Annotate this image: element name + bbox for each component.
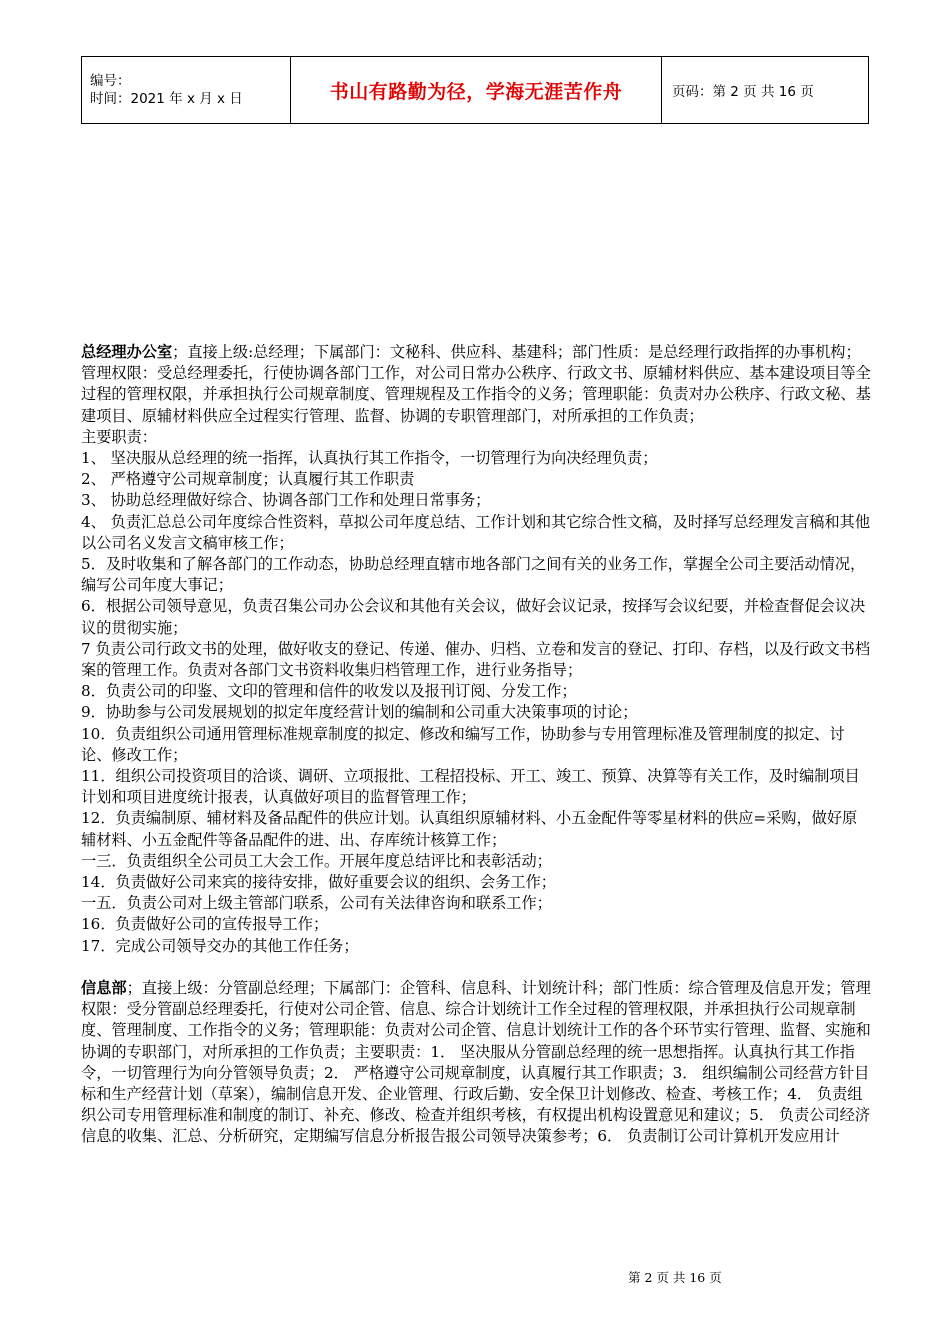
list-item: 1、 坚决服从总经理的统一指挥，认真执行其工作指令，一切管理行为向决经理负责； — [81, 449, 658, 468]
list-item: 4、 负责汇总总公司年度综合性资料，草拟公司年度总结、工作计划和其它综合性文稿，及时择写总经理发言稿和其他以公司名义发言文稿审核工作； — [81, 512, 871, 552]
section-information-dept — [81, 978, 871, 1148]
section-body: ；直接上级：分管副总经理；下属部门：企管科、信息科、计划统计科；部门性质：综合管理及信息开发；管理权限：受分管副总经理委托，行使对公司企管、信息、综合计划统计工作全过程的管理权限，并承担执行公司规章制度、管理制度、工作指令的义务；管理职能：负责对公司企管、信息计划统计工作的各个环节实行管理、监督、实施和协调的专职部门，对所承担的工作负责；主要职责：1． 坚决服从分管副总经理的统一思想指挥。认真执行其工作指令，一切管理行为向分管领导负责；2． 严格遵守公司规章制度，认真履行其工作职责；3． 组织编制公司经营方针目标和生产经营计划（草案），编制信息开发、企业管理、行政后勤、安全保卫计划修改、检查、考核工作；4． 负责组织公司专用管理标准和制度的制订、补充、修改、检查并组织考核，有权提出机构设置意见和建议；5． 负责公司经济信息的收集、汇总、分析研究，定期编写信息分析报告报公司领导决策参考；6． 负责制订公司计算机开发应用计 — [81, 978, 871, 1146]
list-item: 14．负责做好公司来宾的接待安排，做好重要会议的组织、会务工作； — [81, 873, 556, 892]
duties-list — [81, 448, 871, 957]
list-item: 16．负责做好公司的宣传报导工作； — [81, 915, 329, 934]
list-item: 12．负责编制原、辅材料及备品配件的供应计划。认真组织原辅材料、小五金配件等零星材料的供应=采购，做好原辅材料、小五金配件等备品配件的进、出、存库统计核算工作； — [81, 809, 858, 849]
list-item: 10．负责组织公司通用管理标准规章制度的拟定、修改和编写工作，协助参与专用管理标准及管理制度的拟定、讨论、修改工作； — [81, 724, 845, 764]
section-title: 总经理办公室 — [81, 343, 173, 361]
list-item: 8．负责公司的印鉴、文印的管理和信件的收发以及报刊订阅、分发工作； — [81, 682, 577, 701]
header-motto: 书山有路勤为径，学海无涯苦作舟 — [291, 57, 662, 124]
list-item: 2、 严格遵守公司规章制度；认真履行其工作职责 — [81, 470, 415, 489]
header-meta-cell — [82, 57, 291, 124]
list-item: 一五．负责公司对上级主管部门联系，公司有关法律咨询和联系工作； — [81, 894, 552, 913]
list-item: 9．协助参与公司发展规划的拟定年度经营计划的编制和公司重大决策事项的讨论； — [81, 703, 638, 722]
section-intro: ；直接上级:总经理；下属部门：文秘科、供应科、基建科；部门性质：是总经理行政指挥的办事机构；管理权限：受总经理委托，行使协调各部门工作，对公司日常办公秩序、行政文书、原辅材料供应、基本建设项目等全过程的管理权限，并承担执行公司规章制度、管理规程及工作指令的义务；管理职能：负责对办公秩序、行政文秘、基建项目、原辅材料供应全过程实行管理、监督、协调的专职管理部门，对所承担的工作负责； — [81, 343, 871, 425]
list-item: 5．及时收集和了解各部门的工作动态，协助总经理直辖市地各部门之间有关的业务工作，掌握全公司主要活动情况，编写公司年度大事记； — [81, 555, 866, 595]
section-general-office — [81, 342, 871, 427]
list-item: 11．组织公司投资项目的洽谈、调研、立项报批、工程招投标、开工、竣工、预算、决算等有关工作，及时编制项目计划和项目进度统计报表，认真做好项目的监督管理工作； — [81, 767, 860, 807]
section-spacer — [81, 957, 871, 978]
document-number: 编号： — [90, 73, 131, 89]
section-title: 信息部 — [81, 978, 127, 997]
header-page-number: 页码：第 2 页 共 16 页 — [662, 57, 869, 124]
list-item: 17．完成公司领导交办的其他工作任务； — [81, 936, 359, 955]
list-item: 3、 协助总经理做好综合、协调各部门工作和处理日常事务； — [81, 491, 491, 510]
list-item: 一三．负责组织全公司员工大会工作。开展年度总结评比和表彰活动； — [81, 851, 552, 870]
document-header — [81, 56, 869, 124]
duties-heading: 主要职责： — [81, 427, 157, 446]
list-item: 6．根据公司领导意见，负责召集公司办公会议和其他有关会议，做好会议记录，按择写会议纪要，并检查督促会议决议的贯彻实施； — [81, 597, 866, 637]
page-footer: 第 2 页 共 16 页 — [628, 1270, 722, 1285]
list-item: 7 负责公司行政文书的处理，做好收支的登记、传递、催办、归档、立卷和发言的登记、打印、存档，以及行政文书档案的管理工作。负责对各部门文书资料收集归档管理工作，进行业务指导； — [81, 639, 871, 680]
document-time: 时间：2021 年 x 月 x 日 — [90, 91, 243, 107]
document-body — [81, 342, 871, 1148]
